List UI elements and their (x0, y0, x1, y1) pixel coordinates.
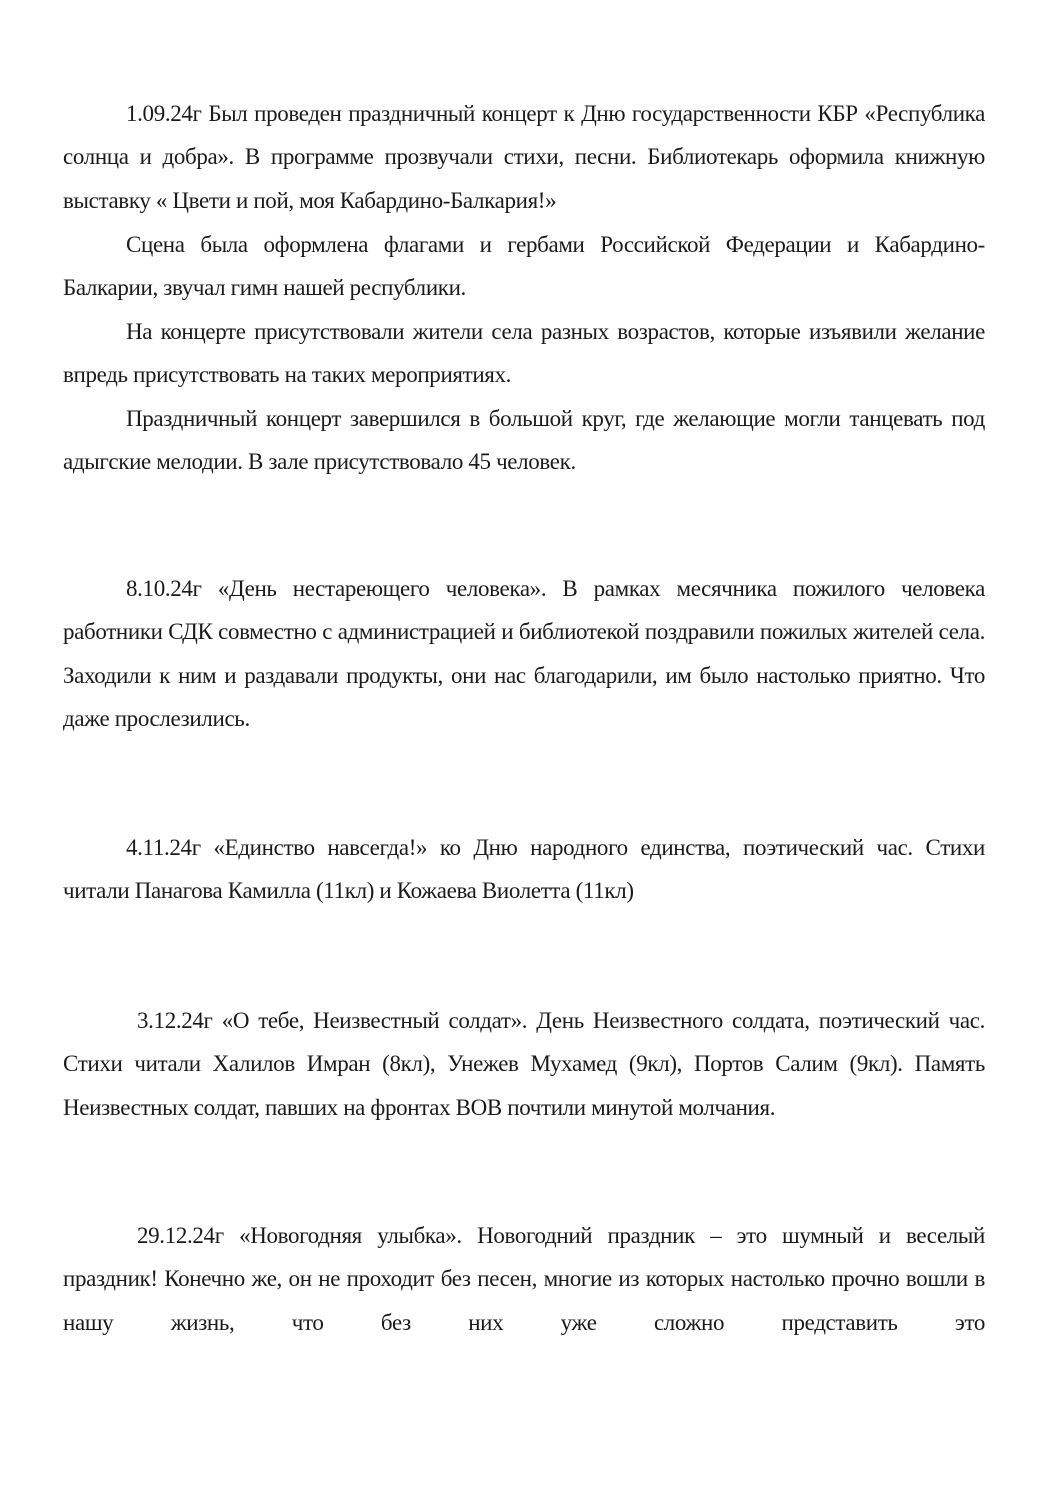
paragraph-concert-audience: На концерте присутствовали жители села разных возрастов, которые изъявили желание впредь присутствовать на таких мероприятиях. (63, 319, 985, 388)
paragraph-new-year-smile: 29.12.24г «Новогодняя улыбка». Новогодний праздник – это шумный и веселый праздник! Конечно же, он не проходит без песен, многие из которых настолько прочно вошли в нашу жизнь, что без них уже сложно представить это (63, 1223, 985, 1335)
paragraph-stage-decoration: Сцена была оформлена флагами и гербами Российской Федерации и Кабардино-Балкарии, звучал гимн нашей республики. (63, 232, 985, 301)
paragraph-unknown-soldier-day: 3.12.24г «О тебе, Неизвестный солдат». День Неизвестного солдата, поэтический час. Стихи читали Халилов Имран (8кл), Унежев Мухамед (9кл), Портов Салим (9кл). Память Неизвестных солдат, павших на фронтах ВОВ почтили минутой молчания. (63, 1008, 985, 1120)
paragraph-elderly-day: 8.10.24г «День нестареющего человека». В рамках месячника пожилого человека работники СДК совместно с администрацией и библиотекой поздравили пожилых жителей села. Заходили к ним и раздавали продукты, они нас благодарили, им было настолько приятно. Что даже прослезились. (63, 576, 985, 732)
paragraph-unity-day: 4.11.24г «Единство навсегда!» ко Дню народного единства, поэтический час. Стихи читали Панагова Камилла (11кл) и Кожаева Виолетта (11кл) (63, 835, 985, 904)
paragraph-concert-finale: Праздничный концерт завершился в большой круг, где желающие могли танцевать под адыгские мелодии. В зале присутствовало 45 человек. (63, 406, 985, 475)
paragraph-concert-statehood-day: 1.09.24г Был проведен праздничный концерт к Дню государственности КБР «Республика солнца и добра». В программе прозвучали стихи, песни. Библиотекарь оформила книжную выставку « Цвети и пой, моя Кабардино-Балкария!» (63, 101, 985, 213)
